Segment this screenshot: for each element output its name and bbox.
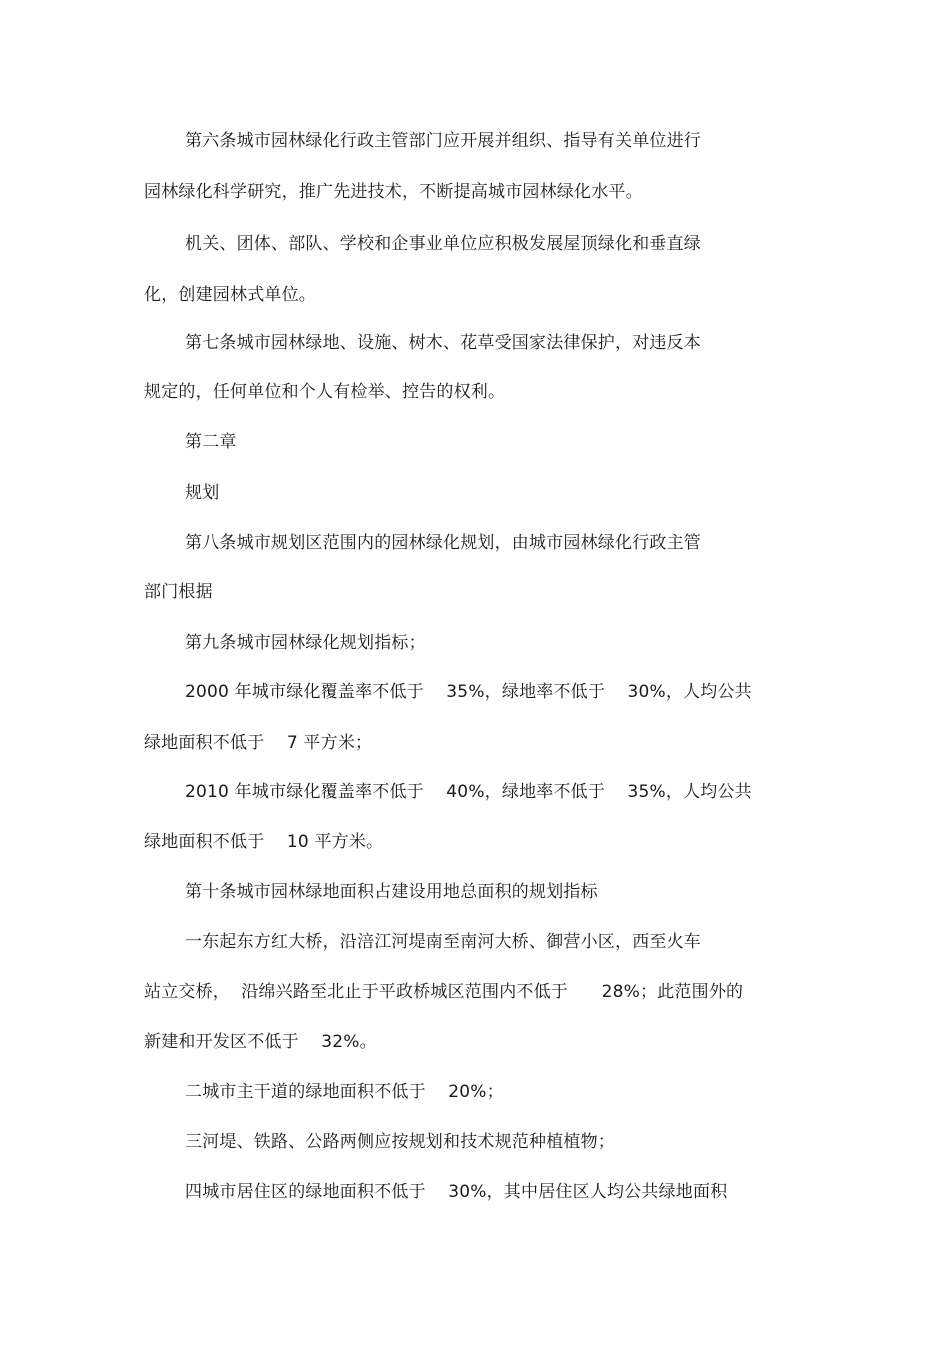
- paragraph-line: 第六条城市园林绿化行政主管部门应开展并组织、指导有关单位进行: [185, 131, 701, 151]
- paragraph-line: 园林绿化科学研究，推广先进技术，不断提高城市园林绿化水平。: [144, 182, 643, 202]
- paragraph-line: 部门根据: [144, 582, 213, 602]
- paragraph-line: 四城市居住区的绿地面积不低于 30%，其中居住区人均公共绿地面积: [185, 1182, 728, 1202]
- paragraph-line: 新建和开发区不低于 32%。: [144, 1032, 377, 1052]
- paragraph-line: 机关、团体、部队、学校和企事业单位应积极发展屋顶绿化和垂直绿: [185, 234, 701, 254]
- paragraph-line: 第八条城市规划区范围内的园林绿化规划，由城市园林绿化行政主管: [185, 533, 701, 553]
- paragraph-line: 规定的，任何单位和个人有检举、控告的权利。: [144, 382, 506, 402]
- paragraph-line: 绿地面积不低于 10 平方米。: [144, 832, 384, 852]
- chapter-title: 规划: [185, 483, 220, 503]
- paragraph-line: 2010 年城市绿化覆盖率不低于 40%，绿地率不低于 35%，人均公共: [185, 782, 752, 802]
- paragraph-line: 一东起东方红大桥，沿涪江河堤南至南河大桥、御营小区，西至火车: [185, 932, 701, 952]
- paragraph-line: 三河堤、铁路、公路两侧应按规划和技术规范种植植物；: [185, 1132, 615, 1152]
- paragraph-line: 绿地面积不低于 7 平方米；: [144, 733, 373, 753]
- paragraph-line: 第九条城市园林绿化规划指标；: [185, 633, 426, 653]
- paragraph-line: 化，创建园林式单位。: [144, 285, 316, 305]
- paragraph-line: 第十条城市园林绿地面积占建设用地总面积的规划指标: [185, 882, 598, 902]
- chapter-heading: 第二章: [185, 432, 237, 452]
- paragraph-line: 第七条城市园林绿地、设施、树木、花草受国家法律保护，对违反本: [185, 333, 701, 353]
- paragraph-line: 2000 年城市绿化覆盖率不低于 35%，绿地率不低于 30%，人均公共: [185, 682, 752, 702]
- paragraph-line: 二城市主干道的绿地面积不低于 20%；: [185, 1082, 504, 1102]
- paragraph-line: 站立交桥， 沿绵兴路至北止于平政桥城区范围内不低于 28%；此范围外的: [144, 982, 744, 1002]
